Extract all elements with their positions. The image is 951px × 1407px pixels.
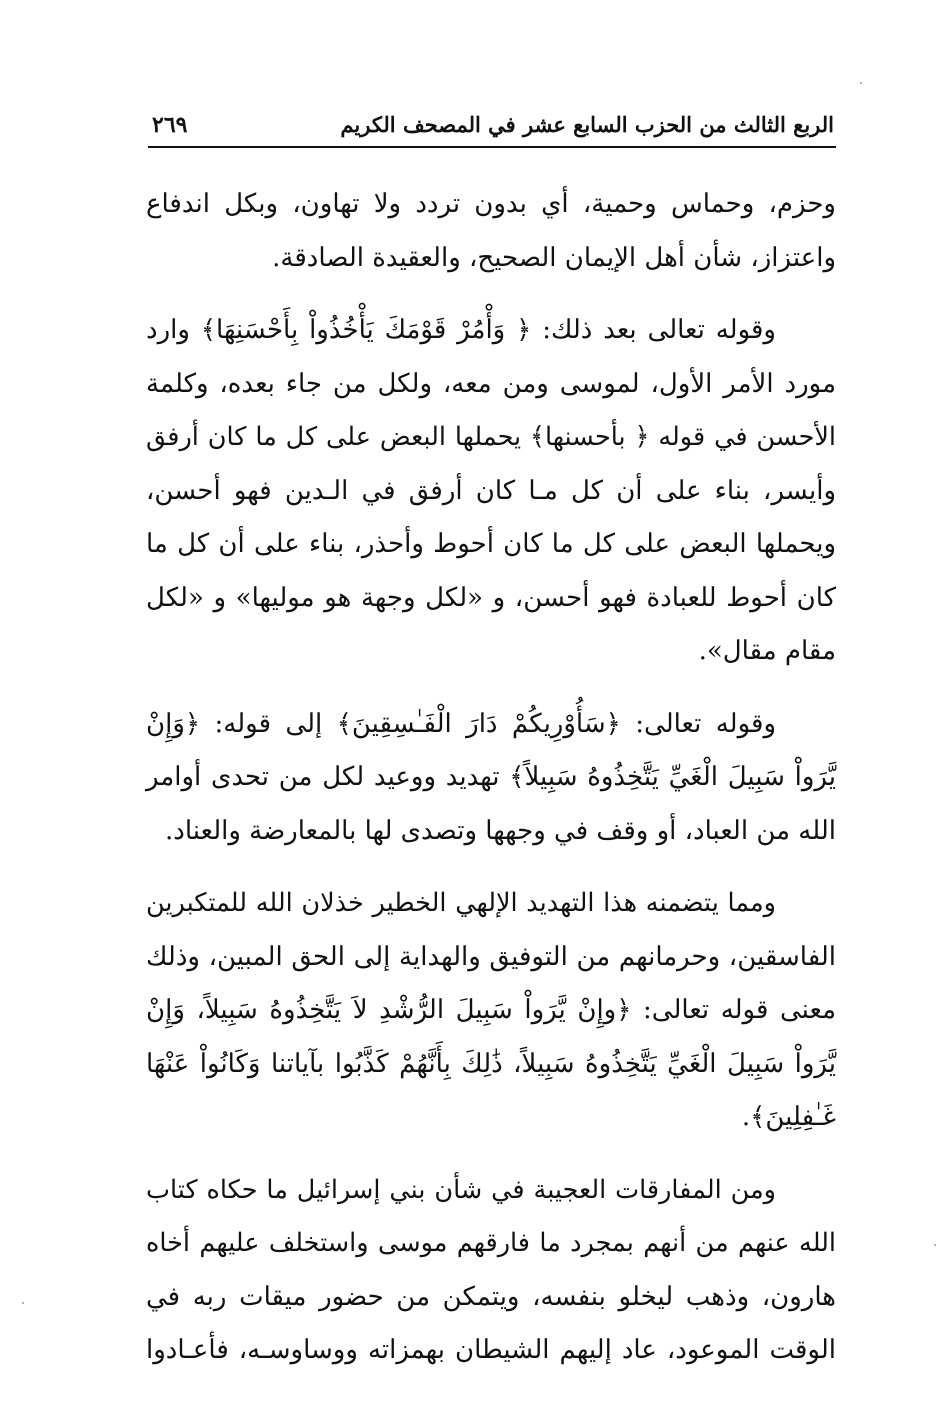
paragraph-5 <box>146 1164 836 1378</box>
page-header <box>148 108 834 144</box>
text-line: ومما يتضمنه هذا التهديد الإلهي الخطير خذلان الله للمتكبرين <box>146 888 776 918</box>
page-number: ٢٦٩ <box>152 112 188 138</box>
text-line: كان أحوط للعبادة فهو أحسن، و «لكل وجهة هو موليها» و «لكل <box>146 582 836 613</box>
text-line: يَّرَواْ سَبِيلَ الْغَيِّ يَتَّخِذُوهُ سَبِيلاً، ذَٰلِكَ بِأَنَّهُمْ كَذَّبُوا بآياتنا وَكَانُواْ عَنْهَا <box>146 1048 836 1079</box>
paragraph-4 <box>146 877 836 1145</box>
header-rule <box>148 146 836 148</box>
text-line: وأيسر، بناء على أن كل مـا كان أرفق في الـدين فهو أحسن، <box>146 475 836 506</box>
scan-speck <box>934 1244 936 1246</box>
page-body <box>146 178 836 1378</box>
paragraph-3 <box>146 698 836 859</box>
paragraph-2 <box>146 304 836 679</box>
text-line: معنى قوله تعالى: ﴿وإِنْ يَّرَواْ سَبِيلَ الرُّشْدِ لاَ يَتَّخِذُوهُ سَبِيلاً، وَإِنْ <box>146 995 836 1025</box>
text-line: وقوله تعالى: ﴿سَأُوْرِيكُمْ دَارَ الْفَـٰسِقِينَ﴾ إلى قوله: ﴿وَإِنْ <box>146 708 776 739</box>
text-line: واعتزاز، شأن أهل الإيمان الصحيح، والعقيدة الصادقة. <box>272 242 836 273</box>
text-line: الله عنهم من أنهم بمجرد ما فارقهم موسى واستخلف عليهم أخاه <box>146 1228 836 1258</box>
text-line: وحزم، وحماس وحمية، أي بدون تردد ولا تهاون، وبكل اندفاع <box>146 189 836 219</box>
running-title: الربع الثالث من الحزب السابع عشر في المصحف الكريم <box>340 112 834 137</box>
text-line: مورد الأمر الأول، لموسى ومن معه، ولكل من جاء بعده، وكلمة <box>146 368 836 399</box>
text-line: هارون، وذهب ليخلو بنفسه، ويتمكن من حضور ميقات ربه في <box>146 1281 836 1312</box>
text-line: الأحسن في قوله ﴿ بأحسنها﴾ يحملها البعض على كل ما كان أرفق <box>146 422 836 452</box>
text-line: وقوله تعالى بعد ذلك: ﴿ وَأْمُرْ قَوْمَكَ يَأْخُذُواْ بِأَحْسَنِهَا﴾ وارد <box>146 315 776 345</box>
text-line: ومن المفارقات العجيبة في شأن بني إسرائيل ما حكاه كتاب <box>146 1174 776 1205</box>
text-line: الله من العباد، أو وقف في وجهها وتصدى لها بالمعارضة والعناد. <box>165 815 836 846</box>
text-line: ويحملها البعض على كل ما كان أحوط وأحذر، بناء على أن كل ما <box>146 529 836 559</box>
text-line: يَّرَواْ سَبِيلَ الْغَيِّ يَتَّخِذُوهُ سَبِيلاً﴾ تهديد ووعيد لكل من تحدى أوامر <box>146 762 836 792</box>
paragraph-1 <box>146 178 836 285</box>
text-line: غَـٰفِلِينَ﴾. <box>741 1102 836 1132</box>
scan-speck <box>22 1302 24 1304</box>
text-line: الفاسقين، وحرمانهم من التوفيق والهداية إلى الحق المبين، وذلك <box>146 941 836 972</box>
text-line: الوقت الموعود، عاد إليهم الشيطان بهمزاته ووساوسـه، فأعـادوا <box>146 1335 836 1365</box>
text-line: مقام مقال». <box>698 636 836 666</box>
scan-speck <box>860 82 862 84</box>
